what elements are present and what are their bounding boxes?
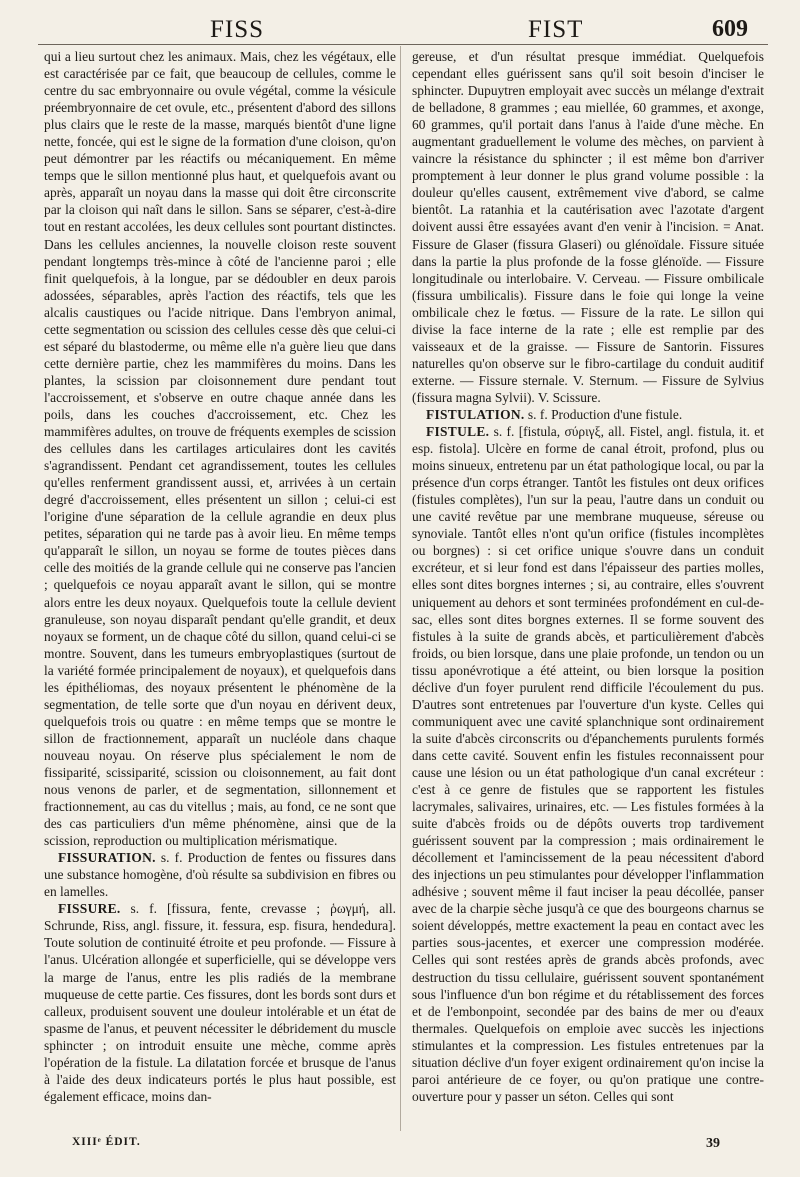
right-column bbox=[412, 48, 764, 1133]
entry-fissuration bbox=[44, 849, 396, 900]
edition-mark: XIIIᵉ ÉDIT. bbox=[72, 1136, 141, 1148]
continued-paragraph-right: gereuse, et d'un résultat presque immédiat. Quelquefois cependant elles guérissent sans qu'il soit besoin d'inciser le sphincter. Dupuytren employait avec succès un mélange d'extrait de belladone, 8 grammes ; eau miellée, 60 grammes, et axonge, 60 grammes, qu'il portait dans l'anus à l'aide d'une mèche. En augmentant graduellement le volume des mèches, on parvient à vaincre la résistance du sphincter ; il est même bon d'arriver promptement à leur donner le plus grand volume possible : la douleur qu'elles causent, extrêmement vive d'abord, se calme bientôt. La ratanhia et la cautérisation avec l'azotate d'argent doivent aussi être essayées avant d'en venir à l'incision. = Anat. Fissure de Glaser (fissura Glaseri) ou glénoïdale. Fissure située dans la partie la plus profonde de la fosse glénoïde. — Fissure longitudinale ou interlobaire. V. Cerveau. — Fissure ombilicale (fissura umbilicalis). Fissure dans le foie qui longe la veine ombilicale chez le fœtus. — Fissure de la rate. Le sillon qui divise la face interne de la rate ; elle est remplie par des vaisseaux et de la graisse. — Fissure de Santorin. Fissures naturelles qu'on observe sur le fibro-cartilage du conduit auditif externe. — Fissure sternale. V. Sternum. — Fissure de Sylvius (fissura magna Sylvii). V. Scissure. bbox=[412, 49, 764, 405]
entry-fissuration-body: s. f. Production de fentes ou fissures dans une substance homogène, d'où résulte sa subdivision en fibres ou en lamelles. bbox=[44, 850, 396, 900]
signature-mark: 39 bbox=[706, 1136, 720, 1151]
left-guide-word: FISS bbox=[210, 16, 265, 43]
header-rule bbox=[38, 44, 768, 45]
running-head bbox=[0, 14, 800, 48]
entry-fistule bbox=[412, 423, 764, 1105]
entry-fistule-body: s. f. [fistula, σύριγξ, all. Fistel, angl. fistula, it. et esp. fistola]. Ulcère en forme de canal étroit, profond, plus ou moins sinueux, entretenu par un état pathologique local, ou par la présence d'un corps étranger. Tantôt les fistules ont deux orifices (fistules complètes), l'un sur la peau, l'autre dans un conduit ou une cavité revêtue par une membrane muqueuse, séreuse ou synoviale. Tantôt elles n'ont qu'un orifice (fistules incomplètes ou borgnes) : si cet orifice unique s'ouvre dans un conduit excréteur, et si leur fond est dans l'épaisseur des parties molles, elles sont dites borgnes internes ; si, au contraire, elles s'ouvrent uniquement au dehors et sont terminées profondément en cul-de-sac, elles sont dites borgnes externes. Il se forme souvent des fistules à la suite de grands abcès, et particulièrement d'abcès froids, ou bien lorsque, dans une plaie profonde, un tendon ou un tissu aponévrotique a été atteint, ou bien lorsque la position déclive d'un foyer purulent rend difficile l'écoulement du pus. D'autres sont entretenues par l'ouverture d'un kyste. Celles qui communiquent avec une cavité splanchnique sont ordinairement la suite d'abcès circonscrits ou d'épanchements purulents formés dans cette cavité. Souvent enfin les fistules reconnaissent pour cause une lésion ou un état pathologique d'un canal excréteur : c'est à ce genre de fistules que se rapportent les fistules lacrymales, salivaires, urinaires, etc. — Les fistules formées à la suite d'abcès froids ou de dépôts ouverts trop tardivement guérissent souvent par la compression ; mais ordinairement le décollement et l'amincissement de la peau nécessitent d'abord des injections un peu stimulantes pour développer l'inflammation adhésive ; souvent même il faut inciser la peau décollée, panser avec de la charpie sèche jusqu'à ce que des bourgeons charnus se soient développés, mettre exactement la peau en contact avec les parties sous-jacentes, et exercer une compression modérée. Celles qui sont restées après de grands abcès profonds, avec destruction du tissu cellulaire, guérissent souvent spontanément sous l'influence d'un bon régime et du rétablissement des forces et de l'embonpoint, secondée par des bains de mer ou d'eaux thermales. Quelquefois on emploie avec succès les injections stimulantes et la compression. Les fistules entretenues par la situation déclive d'un foyer exigent ordinairement qu'on incise la paroi antérieure de ce foyer, ou qu'on pratique une contre-ouverture pour y passer un séton. Celles qui sont bbox=[412, 424, 764, 1104]
column-divider bbox=[400, 46, 401, 1131]
headword-fissuration: FISSURATION. bbox=[58, 850, 156, 866]
page-number: 609 bbox=[712, 16, 748, 42]
entry-fissure-body: s. f. [fissura, fente, crevasse ; ῥωγμή, all. Schrunde, Riss, angl. fissure, it. fessura, esp. fisura, hendedura]. Toute solution de continuité étroite et peu profonde. — Fissure à l'anus. Ulcération allongée et superficielle, qui se développe vers la marge de l'anus, entre les plis radiés de la membrane muqueuse de cette partie. Ces fissures, dont les bords sont durs et calleux, produisent souvent une douleur intolérable et un état de spasme de l'anus, et peuvent nécessiter le débridement du muscle sphincter ; on introduit ensuite une mèche, comme après l'opération de la fistule. La dilatation forcée et brusque de l'anus à l'aide des deux indicateurs portés le plus haut possible, est également efficace, moins dan- bbox=[44, 901, 396, 1104]
headword-fistule: FISTULE. bbox=[426, 424, 490, 440]
continued-paragraph: qui a lieu surtout chez les animaux. Mais, chez les végétaux, elle est caractérisée par ce fait, que beaucoup de cellules, comme le centre du sac embryonnaire ou ovule végétal, comme la vésicule préembryonnaire de cet ovule, etc., présentent d'abord des sillons plus clairs que le reste de la masse, marqués bientôt d'une ligne nette, foncée, qui est le signe de la formation d'une cloison, qu'on peut démontrer par les réactifs ou mécaniquement. En même temps que le sillon mentionné plus haut, et quelquefois avant ou après, apparaît un noyau dans la masse qui doit être circonscrite par la cloison qui naît dans le sillon. Sans se séparer, c'est-à-dire tout en restant accolées, les deux cellules sont pourtant distinctes. Dans les cellules anciennes, la nouvelle cloison reste souvent pendant longtemps très-mince à côté de l'ancienne paroi ; elle finit quelquefois, à la longue, par se dédoubler en deux parois adossées, séparables, après l'action des réactifs, tels que les alcalis caustiques ou l'acide nitrique. Dans l'embryon animal, cette segmentation ou scission des cellules cesse dès que celui-ci est séparé du blastoderme, ou même elle n'a guère lieu que dans cette dernière partie, chez les mammifères du moins. Dans les plantes, la scission par cloisonnement dure pendant tout l'accroissement, et s'observe en outre chaque année dans les poils, dans les couches d'accroissement, etc. Chez les mammifères adultes, on trouve de fréquents exemples de scission des cellules dans les cartilages articulaires dont les cavités s'agrandissent. Pendant cet agrandissement, toutes les cellules qu'elles renferment grandissent aussi, et, arrivées à un certain degré d'accroissement, elles présentent un sillon ; celui-ci est l'origine d'une séparation de la cellule agrandie en deux plus petites, séparation qui ne tarde pas à avoir lieu. En même temps qu'apparaît le sillon, un noyau se forme de toutes pièces dans celle des moitiés de la grande cellule qui ne conserve pas l'ancien ; quelquefois ce noyau apparaît avant le sillon, qui se montre alors entre les deux noyaux. Quelquefois toute la cellule devient granuleuse, son noyau disparaît pendant qu'elle grandit, et deux noyaux se forment, un de chaque côté du sillon, quand celui-ci se montre. Souvent, dans les tumeurs embryoplastiques (surtout de la variété formée principalement de noyaux), et quelquefois dans les épithéliomas, des noyaux présentent le phénomène de la segmentation, de telle sorte que d'un noyau en dérivent deux, quelquefois trois ou quatre : en même temps que se montre le sillon de fractionnement, apparaît un nucléole dans chaque nouveau noyau. On réserve plus spécialement le nom de fissiparité, scissiparité, scission ou cloisonnement, au fait dont nous venons de parler, et de segmentation, sillonnement et fractionnement, au cas du vitellus ; mais, au fond, ce ne sont que des cas particuliers d'un même phénomène, ainsi que de la scission, reproduction ou multiplication mérismatique. bbox=[44, 49, 396, 849]
headword-fissure: FISSURE. bbox=[58, 901, 121, 917]
headword-fistulation: FISTULATION. bbox=[426, 406, 525, 422]
entry-fistulation-body: s. f. Production d'une fistule. bbox=[524, 406, 683, 422]
right-guide-word: FIST bbox=[528, 16, 584, 43]
entry-fistulation bbox=[412, 406, 764, 423]
left-column bbox=[44, 48, 396, 1133]
entry-fissure bbox=[44, 900, 396, 1105]
